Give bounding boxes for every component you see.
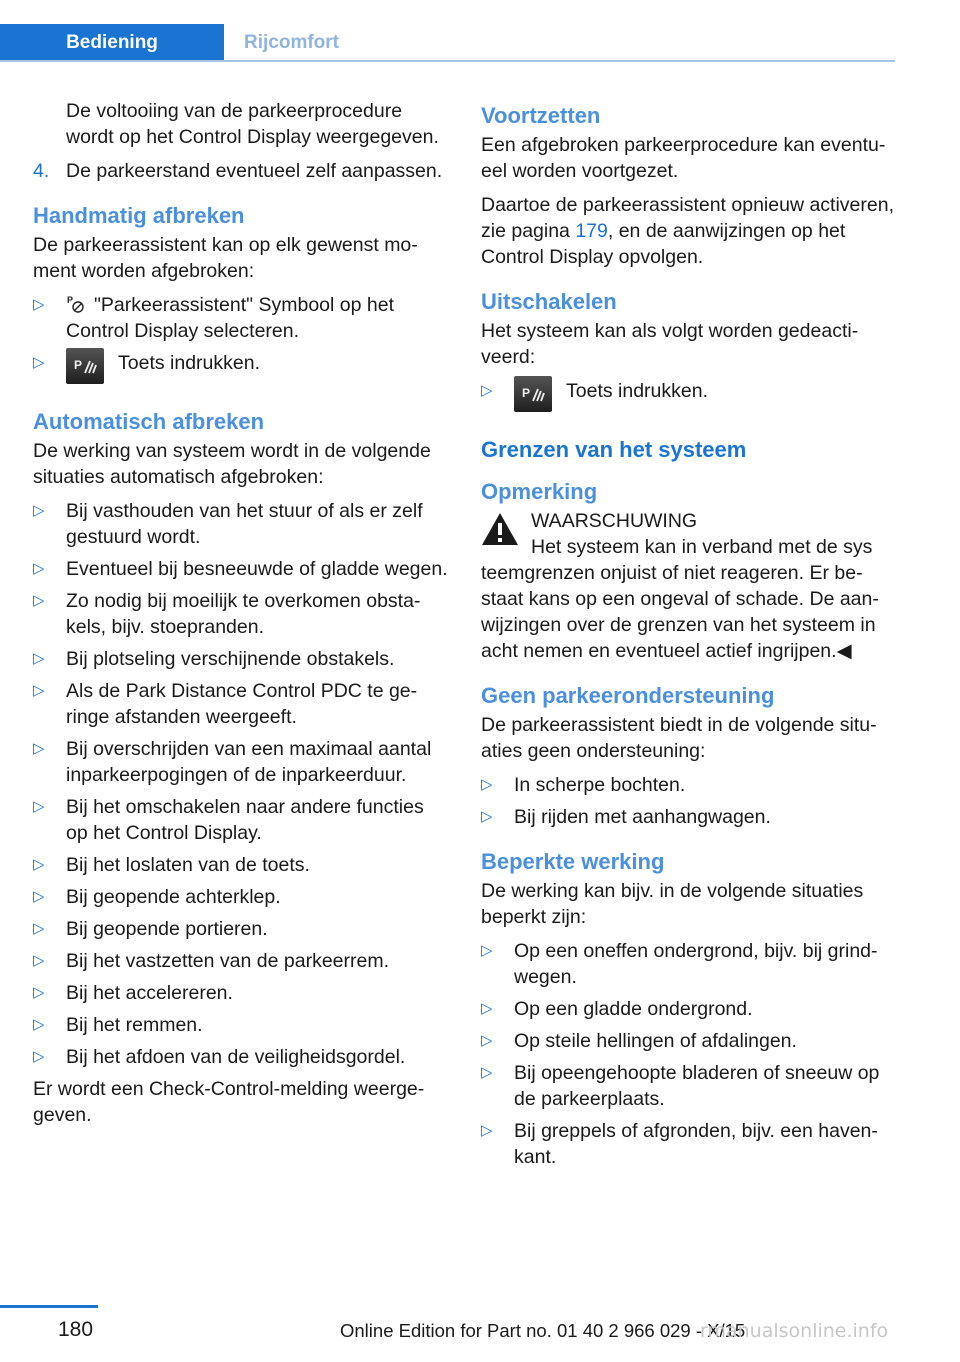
uitschakelen-text: Het systeem kan als volgt worden gedeactiveerd: <box>481 320 859 368</box>
bullet-icon: ▷ <box>33 650 45 667</box>
bullet-icon: ▷ <box>481 776 493 793</box>
daartoe-text <box>481 192 896 270</box>
list-item-text: Bij rijden met aanhangwagen. <box>514 806 771 828</box>
intro-text: De voltooiing van de parkeerprocedure wordt op het Control Display weergegeven. <box>66 100 439 148</box>
bullet-icon: ▷ <box>33 888 45 905</box>
list-item-text: Bij het remmen. <box>66 1014 203 1036</box>
list-item <box>33 1044 448 1070</box>
beperkte-text: De werking kan bijv. in de volgende situaties beperkt zijn: <box>481 880 864 928</box>
list-item-text: Bij geopende portieren. <box>66 918 268 940</box>
daartoe-after: , en de aanwijzingen op het Control Display opvolgen. <box>481 220 846 268</box>
list-item-text: Op een oneffen ondergrond, bijv. bij grindwegen. <box>514 940 878 988</box>
list-item-text: Bij plotseling verschijnende obstakels. <box>66 648 395 670</box>
bullet-icon: ▷ <box>481 942 493 959</box>
heading-opmerking: Opmerking <box>481 479 598 504</box>
list-item <box>481 938 896 990</box>
list-item-text: "Parkeerassistent" Symbool op het Control Display selecteren. <box>66 294 394 342</box>
geen-text: De parkeerassistent biedt in de volgende situaties geen ondersteuning: <box>481 714 877 762</box>
warning-line1: Het systeem kan in verband met de sys <box>531 536 873 558</box>
list-item <box>481 996 896 1022</box>
svg-text:P: P <box>522 386 531 400</box>
heading-beperkte: Beperkte werking <box>481 849 665 874</box>
bullet-icon: ▷ <box>33 984 45 1001</box>
list-item <box>33 498 448 550</box>
list-item <box>33 916 448 942</box>
list-item <box>481 772 896 798</box>
bullet-icon: ▷ <box>481 1032 493 1049</box>
bullet-icon: ▷ <box>33 296 45 313</box>
list-item <box>33 588 448 640</box>
heading-automatisch: Automatisch afbreken <box>33 409 265 434</box>
page-link[interactable]: 179 <box>575 220 608 242</box>
heading-grenzen: Grenzen van het systeem <box>481 437 747 462</box>
bullet-icon: ▷ <box>33 1048 45 1065</box>
voortzetten-text: Een afgebroken parkeerprocedure kan eventueel worden voortgezet. <box>481 134 886 182</box>
list-item <box>33 794 448 846</box>
handmatig-text: De parkeerassistent kan op elk gewenst moment worden afgebroken: <box>33 234 418 282</box>
list-item-text: Bij greppels of afgronden, bijv. een havenkant. <box>514 1120 878 1168</box>
list-item-text: Bij opeengehoopte bladeren of sneeuw op de parkeerplaats. <box>514 1062 880 1110</box>
bullet-icon: ▷ <box>481 1000 493 1017</box>
bullet-icon: ▷ <box>481 382 493 399</box>
heading-geen: Geen parkeerondersteuning <box>481 683 775 708</box>
list-item-text: Bij overschrijden van een maximaal aantal inparkeerpogingen of de inparkeerduur. <box>66 738 432 786</box>
list-item-text: In scherpe bochten. <box>514 774 686 796</box>
list-item-text: Op een gladde ondergrond. <box>514 998 753 1020</box>
list-item <box>33 556 448 582</box>
list-item <box>33 736 448 788</box>
list-item-text: Als de Park Distance Control PDC te geringe afstanden weergeeft. <box>66 680 418 728</box>
svg-text:P: P <box>67 295 74 305</box>
automatisch-list <box>33 498 448 1070</box>
bullet-icon: ▷ <box>33 502 45 519</box>
button-instruction-text: Toets indrukken. <box>118 352 260 374</box>
bullet-icon: ▷ <box>481 1122 493 1139</box>
list-item-text: Bij het afdoen van de veiligheidsgordel. <box>66 1046 406 1068</box>
bullet-icon: ▷ <box>33 856 45 873</box>
page-number: 180 <box>58 1318 94 1341</box>
button-instruction <box>481 378 896 418</box>
list-item-text: Bij het loslaten van de toets. <box>66 854 310 876</box>
list-item <box>33 980 448 1006</box>
list-item-text: Bij vasthouden van het stuur of als er zelf gestuurd wordt. <box>66 500 423 548</box>
tab-rijcomfort[interactable]: Rijcomfort <box>244 32 339 53</box>
warning-title: WAARSCHUWING <box>531 510 698 532</box>
list-item-text: Op steile hellingen of afdalingen. <box>514 1030 797 1052</box>
bullet-icon: ▷ <box>33 560 45 577</box>
list-item <box>481 1118 896 1170</box>
edition-text: Online Edition for Part no. 01 40 2 966 029 - X/15 <box>340 1320 746 1341</box>
list-item <box>33 646 448 672</box>
bullet-icon: ▷ <box>481 1064 493 1081</box>
left-column <box>33 98 448 1136</box>
svg-text:P: P <box>74 358 83 372</box>
step-text: De parkeerstand eventueel zelf aanpassen. <box>66 160 443 182</box>
list-item-text: Zo nodig bij moeilijk te overkomen obstakels, bijv. stoepranden. <box>66 590 421 638</box>
beperkte-list <box>481 938 896 1170</box>
list-item-text: Bij het accelereren. <box>66 982 233 1004</box>
list-item-text: Eventueel bij besneeuwde of gladde wegen. <box>66 558 448 580</box>
bullet-icon: ▷ <box>33 952 45 969</box>
bullet-icon: ▷ <box>33 798 45 815</box>
warning-icon <box>481 512 519 546</box>
list-item <box>33 948 448 974</box>
watermark: rmanualsonline.info <box>700 1320 889 1342</box>
footer-divider <box>0 1305 98 1308</box>
bullet-icon: ▷ <box>33 1016 45 1033</box>
warning-rest: teemgrenzen onjuist of niet reageren. Er bestaat kans op een ongeval of schade. De aanwijzingen over de grenzen van het systeem in acht nemen en eventueel actief ingrijpen.◀ <box>481 562 879 662</box>
heading-handmatig: Handmatig afbreken <box>33 203 245 228</box>
list-item <box>33 678 448 730</box>
warning-block <box>481 508 896 560</box>
bullet-icon: ▷ <box>33 354 45 371</box>
list-item <box>33 852 448 878</box>
step-item <box>33 158 448 184</box>
button-instruction-text: Toets indrukken. <box>566 380 708 402</box>
bullet-icon: ▷ <box>33 740 45 757</box>
geen-list <box>481 772 896 830</box>
handmatig-list <box>33 292 448 344</box>
header-tabbar <box>0 0 895 62</box>
list-item-text: Bij het vastzetten van de parkeerrem. <box>66 950 389 972</box>
list-item <box>33 884 448 910</box>
list-item <box>481 1028 896 1054</box>
list-item <box>481 1060 896 1112</box>
header-divider <box>0 60 895 62</box>
button-instruction <box>33 350 448 390</box>
step-list <box>33 158 448 184</box>
closing-text: Er wordt een Check-Control-melding weergegeven. <box>33 1078 425 1126</box>
list-item <box>33 292 448 344</box>
bullet-icon: ▷ <box>481 808 493 825</box>
bullet-icon: ▷ <box>33 682 45 699</box>
heading-voortzetten: Voortzetten <box>481 103 601 128</box>
tab-bediening[interactable]: Bediening <box>0 24 224 62</box>
list-item-text: Bij het omschakelen naar andere functies op het Control Display. <box>66 796 424 844</box>
step-number: 4. <box>33 160 50 182</box>
parking-assistant-icon <box>66 294 86 314</box>
bullet-icon: ▷ <box>33 592 45 609</box>
list-item <box>33 1012 448 1038</box>
parking-button-icon <box>514 376 552 412</box>
list-item-text: Bij geopende achterklep. <box>66 886 281 908</box>
bullet-icon: ▷ <box>33 920 45 937</box>
right-column <box>481 98 896 1176</box>
daartoe-before: Daartoe de parkeerassistent opnieuw activeren, zie pagina <box>481 194 894 242</box>
heading-uitschakelen: Uitschakelen <box>481 289 617 314</box>
list-item <box>481 804 896 830</box>
automatisch-text: De werking van systeem wordt in de volgende situaties automatisch afgebroken: <box>33 440 431 488</box>
parking-button-icon <box>66 348 104 384</box>
